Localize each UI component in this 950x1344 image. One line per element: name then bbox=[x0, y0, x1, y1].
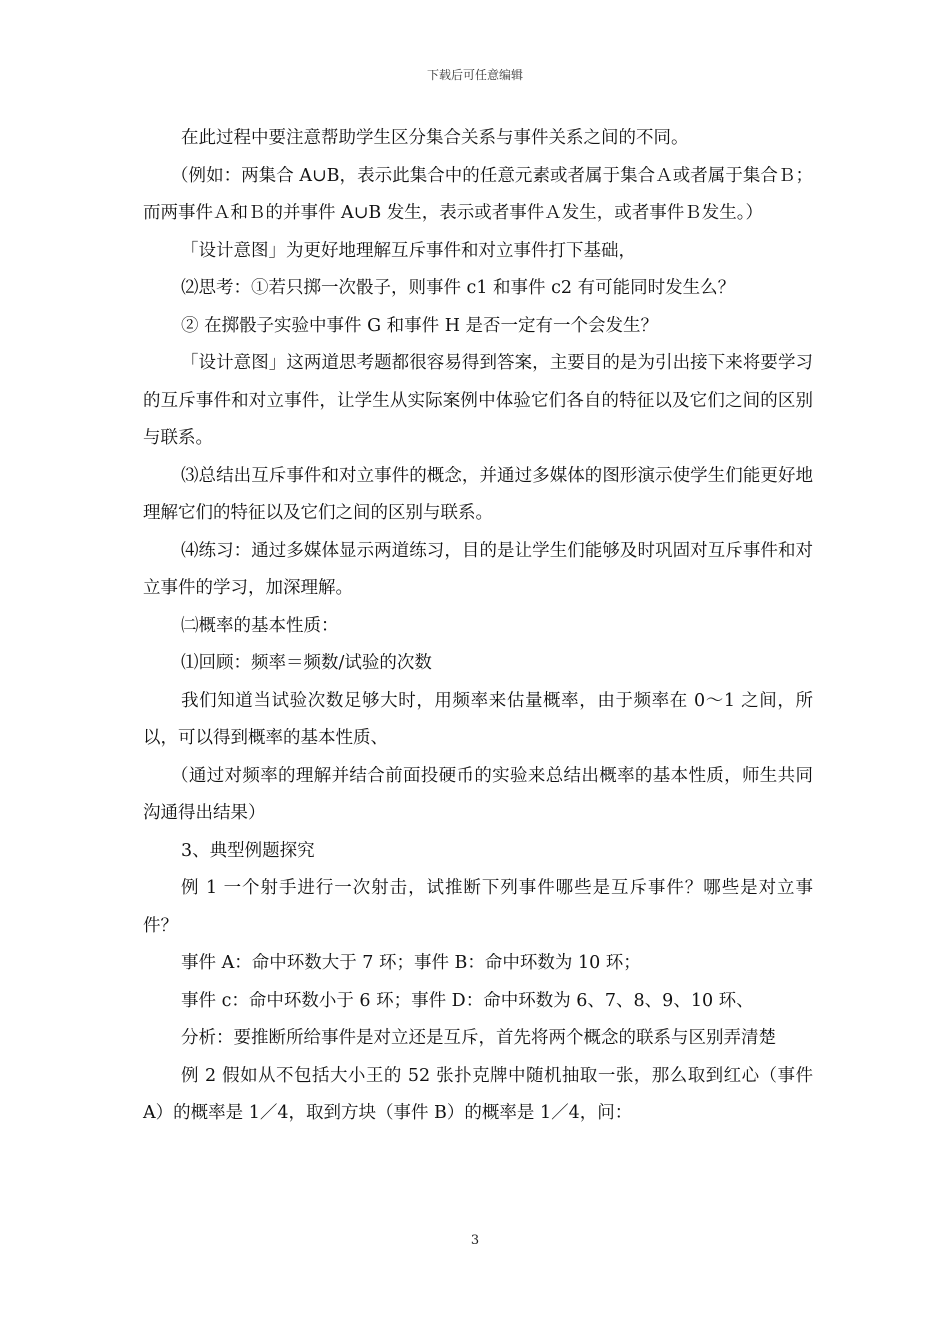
section-heading: 3、典型例题探究 bbox=[181, 840, 315, 861]
document-body bbox=[143, 120, 813, 1133]
paragraph: ⑵思考：①若只掷一次骰子，则事件 c1 和事件 c2 有可能同时发生么？ bbox=[181, 278, 736, 298]
section-heading: ㈡概率的基本性质： bbox=[181, 615, 339, 636]
paragraph: 事件 A：命中环数大于 7 环；事件 B：命中环数为 10 环； bbox=[181, 953, 641, 973]
paragraph: 「设计意图」这两道思考题都很容易得到答案，主要目的是为引出接下来将要学习的互斥事件和对立事件，让学生从实际案例中体验它们各自的特征以及它们之间的区别与联系。 bbox=[143, 353, 813, 448]
paragraph: 例 2 假如从不包括大小王的 52 张扑克牌中随机抽取一张，那么取到红心（事件 A）的概率是 1／4，取到方块（事件 B）的概率是 1／4，问： bbox=[143, 1065, 813, 1123]
paragraph: ② 在掷骰子实验中事件 G 和事件 H 是否一定有一个会发生？ bbox=[181, 315, 659, 336]
paragraph: （通过对频率的理解并结合前面投硬币的实验来总结出概率的基本性质，师生共同沟通得出结果） bbox=[143, 765, 813, 823]
page-number: 3 bbox=[470, 1233, 480, 1248]
paragraph: ⑷练习：通过多媒体显示两道练习，目的是让学生们能够及时巩固对互斥事件和对立事件的学习，加深理解。 bbox=[143, 540, 813, 598]
paragraph: 事件 c：命中环数小于 6 环；事件 D：命中环数为 6、7、8、9、10 环、 bbox=[181, 990, 754, 1011]
paragraph: 分析：要推断所给事件是对立还是互斥，首先将两个概念的联系与区别弄清楚 bbox=[181, 1028, 776, 1048]
paragraph: （例如：两集合 A∪B，表示此集合中的任意元素或者属于集合Ａ或者属于集合Ｂ；而两事件Ａ和Ｂ的并事件 A∪B 发生，表示或者事件Ａ发生，或者事件Ｂ发生。） bbox=[143, 165, 813, 223]
paragraph: 我们知道当试验次数足够大时，用频率来估量概率，由于频率在 0～1 之间，所以，可以得到概率的基本性质、 bbox=[143, 690, 813, 748]
paragraph: ⑴回顾：频率＝频数/试验的次数 bbox=[181, 653, 432, 673]
paragraph: 例 1 一个射手进行一次射击，试推断下列事件哪些是互斥事件？哪些是对立事件？ bbox=[143, 878, 813, 936]
paragraph: ⑶总结出互斥事件和对立事件的概念，并通过多媒体的图形演示使学生们能更好地理解它们的特征以及它们之间的区别与联系。 bbox=[143, 465, 813, 523]
paragraph: 「设计意图」为更好地理解互斥事件和对立事件打下基础， bbox=[181, 240, 636, 261]
paragraph: 在此过程中要注意帮助学生区分集合关系与事件关系之间的不同。 bbox=[181, 128, 689, 148]
page-header: 下载后可任意编辑 bbox=[426, 68, 523, 82]
